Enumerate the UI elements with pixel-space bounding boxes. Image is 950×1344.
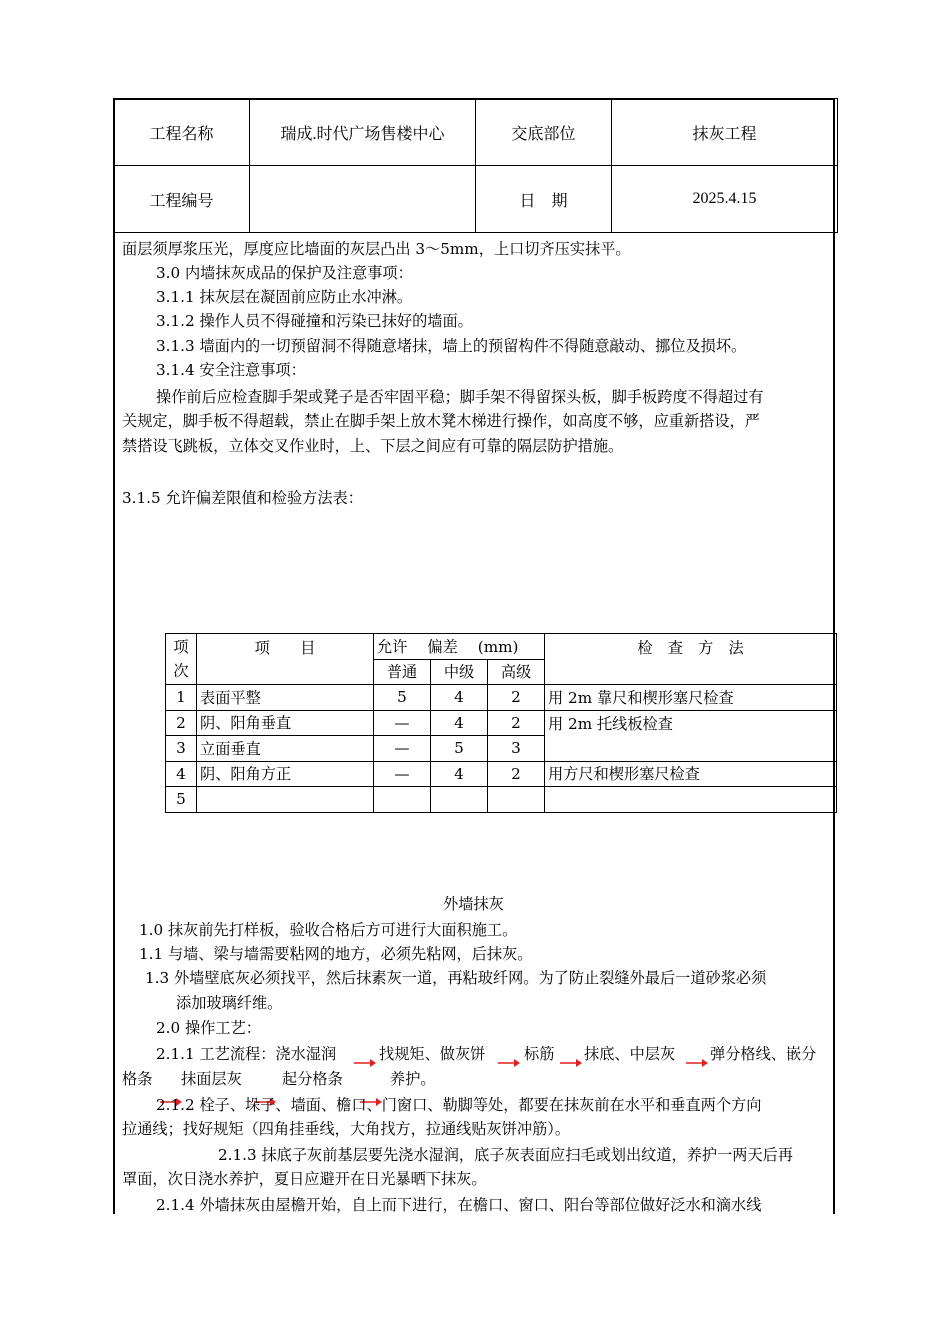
- row-mid: 4: [431, 685, 488, 711]
- section-heading: 3.0 内墙抹灰成品的保护及注意事项：: [156, 264, 413, 282]
- row-item: 立面垂直: [197, 736, 374, 762]
- disclosure-part-label: 交底部位: [476, 99, 612, 166]
- table-caption: 3.1.5 允许偏差限值和检验方法表：: [122, 489, 363, 507]
- body-line: 3.1.2 操作人员不得碰撞和污染已抹好的墙面。: [156, 312, 473, 330]
- flow-arrow-icon: [498, 1058, 520, 1068]
- flow-step: 2.1.1 工艺流程：浇水湿润: [156, 1045, 337, 1063]
- flow-step: 格条: [122, 1070, 153, 1088]
- disclosure-part-value: 抹灰工程: [612, 99, 838, 166]
- project-name-value: 瑞成.时代广场售楼中心: [250, 99, 476, 166]
- body-line: 添加玻璃纤维。: [176, 994, 283, 1012]
- row-item: 表面平整: [197, 685, 374, 711]
- body-line: 3.1.3 墙面内的一切预留洞不得随意堵抹，墙上的预留构件不得随意敲动、挪位及损坏。: [156, 337, 747, 355]
- row-method: [545, 787, 837, 813]
- row-mid: 4: [431, 710, 488, 736]
- project-name-label: 工程名称: [114, 99, 250, 166]
- row-mid: 4: [431, 761, 488, 787]
- row-item: 阴、阳角方正: [197, 761, 374, 787]
- section-heading: 2.0 操作工艺：: [156, 1019, 261, 1037]
- header-item-no: 项 次: [166, 634, 197, 685]
- header-mid: 中级: [431, 659, 488, 685]
- header-item: 项 目: [197, 634, 374, 685]
- body-line: 1.1 与墙、梁与墙需要粘网的地方，必须先粘网，后抹灰。: [139, 945, 533, 963]
- row-no: 2: [166, 710, 197, 736]
- row-method: 用 2m 靠尺和楔形塞尺检查: [545, 685, 837, 711]
- row-no: 1: [166, 685, 197, 711]
- header-method: 检 查 方 法: [545, 634, 837, 685]
- body-line: 2.1.3 抹底子灰前基层要先浇水湿润，底子灰表面应扫毛或划出纹道，养护一两天后再: [218, 1146, 794, 1164]
- row-item: 阴、阳角垂直: [197, 710, 374, 736]
- header-table: [113, 98, 838, 233]
- body-line: 拉通线；找好规矩（四角挂垂线，大角找方，拉通线贴灰饼冲筋）。: [122, 1120, 571, 1138]
- flow-step: 找规矩、做灰饼: [379, 1045, 486, 1063]
- row-high: [488, 787, 545, 813]
- tolerance-table: [165, 633, 837, 813]
- row-normal: —: [374, 761, 431, 787]
- flow-arrow-icon: [560, 1058, 582, 1068]
- flow-step: 抹面层灰: [181, 1070, 242, 1088]
- body-line: 罩面，次日浇水养护，夏日应避开在日光暴晒下抹灰。: [122, 1170, 487, 1188]
- flow-arrow-icon: [686, 1058, 708, 1068]
- table-row: [166, 787, 837, 813]
- row-high: 2: [488, 710, 545, 736]
- flow-step: 弹分格线、嵌分: [710, 1045, 817, 1063]
- section-title: 外墙抹灰: [443, 895, 504, 913]
- date-value: 2025.4.15: [612, 166, 838, 233]
- body-line: 2.1.4 外墙抹灰由屋檐开始，自上而下进行，在檐口、窗口、阳台等部位做好泛水和滴水线: [156, 1196, 762, 1214]
- flow-step: 标筋: [524, 1045, 555, 1063]
- row-normal: —: [374, 736, 431, 762]
- project-no-label: 工程编号: [114, 166, 250, 233]
- table-row: [166, 710, 837, 736]
- row-no: 4: [166, 761, 197, 787]
- row-method: 用方尺和楔形塞尺检查: [545, 761, 837, 787]
- flow-step: 养护。: [390, 1070, 436, 1088]
- row-normal: [374, 787, 431, 813]
- table-row: [166, 685, 837, 711]
- row-mid: 5: [431, 736, 488, 762]
- project-no-value: [250, 166, 476, 233]
- body-line: 面层须厚浆压光，厚度应比墙面的灰层凸出 3～5mm，上口切齐压实抹平。: [122, 240, 631, 258]
- flow-step: 抹底、中层灰: [584, 1045, 676, 1063]
- flow-arrow-icon: [354, 1058, 376, 1068]
- body-line: 3.1.4 安全注意事项：: [156, 361, 306, 379]
- body-line: 3.1.1 抹灰层在凝固前应防止水冲淋。: [156, 288, 413, 306]
- row-high: 2: [488, 685, 545, 711]
- row-normal: —: [374, 710, 431, 736]
- body-line: 操作前后应检查脚手架或凳子是否牢固平稳；脚手架不得留探头板，脚手板跨度不得超过有: [156, 388, 764, 406]
- row-mid: [431, 787, 488, 813]
- body-line: 关规定，脚手板不得超载，禁止在脚手架上放木凳木梯进行操作，如高度不够，应重新搭设，严: [122, 412, 760, 430]
- flow-step: 起分格条: [282, 1070, 343, 1088]
- body-line: 2.1.2 栓子、垛子、墙面、檐口、门窗口、勒脚等处，都要在抹灰前在水平和垂直两个方向: [156, 1096, 762, 1114]
- body-line: 禁搭设飞跳板，立体交叉作业时，上、下层之间应有可靠的隔层防护措施。: [122, 437, 624, 455]
- row-method: 用 2m 托线板检查: [545, 710, 837, 761]
- date-label: 日 期: [476, 166, 612, 233]
- body-line: 1.3 外墙壁底灰必须找平，然后抹素灰一道，再粘玻纤网。为了防止裂缝外最后一道砂浆必须: [145, 969, 767, 987]
- header-normal: 普通: [374, 659, 431, 685]
- body-line: 1.0 抹灰前先打样板，验收合格后方可进行大面积施工。: [139, 921, 518, 939]
- row-no: 5: [166, 787, 197, 813]
- row-normal: 5: [374, 685, 431, 711]
- header-high: 高级: [488, 659, 545, 685]
- header-deviation: 允许 偏差 (mm): [374, 634, 545, 660]
- row-high: 2: [488, 761, 545, 787]
- row-item: [197, 787, 374, 813]
- row-no: 3: [166, 736, 197, 762]
- table-row: [166, 761, 837, 787]
- row-high: 3: [488, 736, 545, 762]
